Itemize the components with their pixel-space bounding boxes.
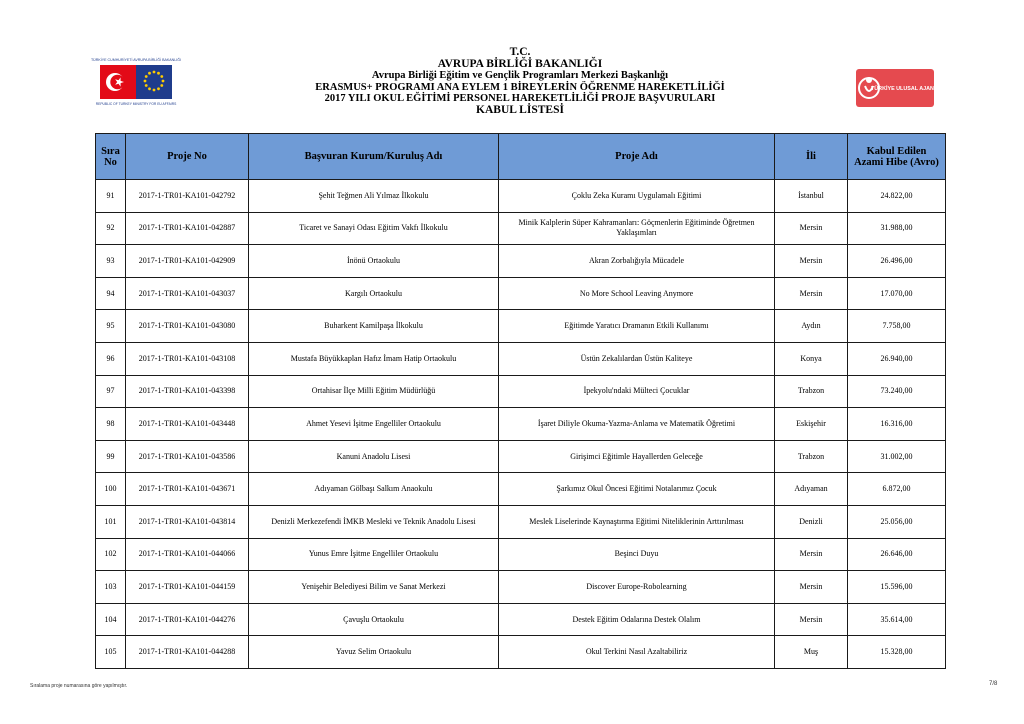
cell-il: Mersin xyxy=(775,212,848,245)
cell-proje-no: 2017-1-TR01-KA101-043037 xyxy=(126,277,249,310)
cell-proje-adi: Akran Zorbalığıyla Mücadele xyxy=(499,245,775,278)
cell-proje-adi: Üstün Zekalılardan Üstün Kaliteye xyxy=(499,342,775,375)
cell-proje-no: 2017-1-TR01-KA101-043586 xyxy=(126,440,249,473)
cell-proje-no: 2017-1-TR01-KA101-043108 xyxy=(126,342,249,375)
cell-kurum: Çavuşlu Ortaokulu xyxy=(249,603,499,636)
cell-sira: 92 xyxy=(96,212,126,245)
cell-sira: 103 xyxy=(96,571,126,604)
cell-sira: 98 xyxy=(96,408,126,441)
document-heading xyxy=(240,47,800,117)
cell-kurum: Yenişehir Belediyesi Bilim ve Sanat Merkezi xyxy=(249,571,499,604)
cell-hibe: 31.002,00 xyxy=(848,440,946,473)
cell-proje-no: 2017-1-TR01-KA101-043448 xyxy=(126,408,249,441)
cell-hibe: 35.614,00 xyxy=(848,603,946,636)
cell-il: Adıyaman xyxy=(775,473,848,506)
cell-hibe: 7.758,00 xyxy=(848,310,946,343)
header-hibe: Kabul Edilen Azami Hibe (Avro) xyxy=(848,134,946,180)
cell-sira: 105 xyxy=(96,636,126,669)
table-row xyxy=(96,538,946,571)
cell-kurum: Adıyaman Gölbaşı Salkım Anaokulu xyxy=(249,473,499,506)
table-row xyxy=(96,212,946,245)
cell-sira: 93 xyxy=(96,245,126,278)
footer-note: Sıralama proje numarasına göre yapılmıştır. xyxy=(30,683,128,689)
cell-sira: 99 xyxy=(96,440,126,473)
logo-top-text: TÜRKİYE CUMHURİYETİ AVRUPA BİRLİĞİ BAKANLIĞI xyxy=(90,58,182,62)
cell-kurum: Yavuz Selim Ortaokulu xyxy=(249,636,499,669)
cell-proje-adi: Meslek Liselerinde Kaynaştırma Eğitimi Niteliklerinin Arttırılması xyxy=(499,505,775,538)
cell-kurum: Kargılı Ortaokulu xyxy=(249,277,499,310)
cell-hibe: 26.646,00 xyxy=(848,538,946,571)
table-header-row xyxy=(96,134,946,180)
table-row xyxy=(96,408,946,441)
table-row xyxy=(96,505,946,538)
cell-hibe: 25.056,00 xyxy=(848,505,946,538)
cell-sira: 91 xyxy=(96,180,126,213)
table-row xyxy=(96,603,946,636)
header-kurum: Başvuran Kurum/Kuruluş Adı xyxy=(249,134,499,180)
cell-proje-adi: No More School Leaving Anymore xyxy=(499,277,775,310)
heading-line-1: T.C. xyxy=(509,46,531,58)
cell-hibe: 15.328,00 xyxy=(848,636,946,669)
cell-proje-no: 2017-1-TR01-KA101-044276 xyxy=(126,603,249,636)
cell-il: Mersin xyxy=(775,277,848,310)
cell-hibe: 31.988,00 xyxy=(848,212,946,245)
cell-proje-no: 2017-1-TR01-KA101-043671 xyxy=(126,473,249,506)
cell-proje-no: 2017-1-TR01-KA101-044066 xyxy=(126,538,249,571)
ministry-logo xyxy=(90,57,182,109)
cell-kurum: Yunus Emre İşitme Engelliler Ortaokulu xyxy=(249,538,499,571)
heading-line-2: AVRUPA BİRLİĞİ BAKANLIĞI xyxy=(437,57,603,70)
cell-proje-no: 2017-1-TR01-KA101-042887 xyxy=(126,212,249,245)
cell-sira: 95 xyxy=(96,310,126,343)
cell-il: Mersin xyxy=(775,603,848,636)
header-sira: Sıra No xyxy=(96,134,126,180)
header-il: İli xyxy=(775,134,848,180)
agency-logo-text: TÜRKİYE ULUSAL AJANSI xyxy=(871,86,939,92)
cell-proje-no: 2017-1-TR01-KA101-043398 xyxy=(126,375,249,408)
cell-kurum: İnönü Ortaokulu xyxy=(249,245,499,278)
cell-proje-adi: Girişimci Eğitimle Hayallerden Geleceğe xyxy=(499,440,775,473)
table-row xyxy=(96,342,946,375)
cell-proje-adi: İpekyolu'ndaki Mülteci Çocuklar xyxy=(499,375,775,408)
table-row xyxy=(96,180,946,213)
cell-proje-no: 2017-1-TR01-KA101-042792 xyxy=(126,180,249,213)
cell-hibe: 16.316,00 xyxy=(848,408,946,441)
table-row xyxy=(96,440,946,473)
logo-bottom-text: REPUBLIC OF TURKEY MINISTRY FOR EU AFFAIRS xyxy=(95,102,177,106)
cell-hibe: 24.822,00 xyxy=(848,180,946,213)
table-row xyxy=(96,473,946,506)
header-proje-no: Proje No xyxy=(126,134,249,180)
table-row xyxy=(96,636,946,669)
cell-il: Eskişehir xyxy=(775,408,848,441)
cell-il: Konya xyxy=(775,342,848,375)
cell-hibe: 17.070,00 xyxy=(848,277,946,310)
cell-il: Mersin xyxy=(775,245,848,278)
cell-proje-adi: Okul Terkini Nasıl Azaltabiliriz xyxy=(499,636,775,669)
heading-line-4: ERASMUS+ PROGRAMI ANA EYLEM 1 BİREYLERİN ÖĞRENME HAREKETLİLİĞİ xyxy=(315,81,725,93)
table-row xyxy=(96,245,946,278)
cell-proje-no: 2017-1-TR01-KA101-043814 xyxy=(126,505,249,538)
table-row xyxy=(96,310,946,343)
cell-sira: 102 xyxy=(96,538,126,571)
cell-hibe: 26.940,00 xyxy=(848,342,946,375)
cell-hibe: 26.496,00 xyxy=(848,245,946,278)
cell-kurum: Kanuni Anadolu Lisesi xyxy=(249,440,499,473)
cell-proje-adi: Beşinci Duyu xyxy=(499,538,775,571)
page-number: 7/8 xyxy=(989,681,998,687)
table-row xyxy=(96,375,946,408)
cell-sira: 96 xyxy=(96,342,126,375)
eu-flag xyxy=(136,65,172,99)
cell-il: Trabzon xyxy=(775,440,848,473)
cell-kurum: Denizli Merkezefendi İMKB Mesleki ve Teknik Anadolu Lisesi xyxy=(249,505,499,538)
cell-sira: 97 xyxy=(96,375,126,408)
cell-proje-adi: Çoklu Zeka Kuramı Uygulamalı Eğitimi xyxy=(499,180,775,213)
table-row xyxy=(96,571,946,604)
table-row xyxy=(96,277,946,310)
heading-line-6: KABUL LİSTESİ xyxy=(476,103,564,116)
cell-hibe: 15.596,00 xyxy=(848,571,946,604)
cell-proje-adi: Discover Europe-Robolearning xyxy=(499,571,775,604)
cell-sira: 100 xyxy=(96,473,126,506)
cell-sira: 94 xyxy=(96,277,126,310)
cell-proje-no: 2017-1-TR01-KA101-043080 xyxy=(126,310,249,343)
cell-kurum: Ortahisar İlçe Milli Eğitim Müdürlüğü xyxy=(249,375,499,408)
cell-il: Mersin xyxy=(775,538,848,571)
heading-line-3: Avrupa Birliği Eğitim ve Gençlik Programları Merkezi Başkanlığı xyxy=(371,70,669,82)
cell-proje-no: 2017-1-TR01-KA101-044288 xyxy=(126,636,249,669)
cell-il: Mersin xyxy=(775,571,848,604)
header-proje-adi: Proje Adı xyxy=(499,134,775,180)
acceptance-table xyxy=(95,133,946,669)
heading-line-5: 2017 YILI OKUL EĞİTİMİ PERSONEL HAREKETLİLİĞİ PROJE BAŞVURULARI xyxy=(324,93,716,105)
cell-sira: 101 xyxy=(96,505,126,538)
cell-hibe: 73.240,00 xyxy=(848,375,946,408)
cell-il: İstanbul xyxy=(775,180,848,213)
cell-il: Muş xyxy=(775,636,848,669)
national-agency-logo xyxy=(856,68,939,108)
cell-il: Trabzon xyxy=(775,375,848,408)
cell-kurum: Ticaret ve Sanayi Odası Eğitim Vakfı İlkokulu xyxy=(249,212,499,245)
cell-proje-adi: Şarkımız Okul Öncesi Eğitimi Notalarımız Çocuk xyxy=(499,473,775,506)
cell-proje-adi: Destek Eğitim Odalarına Destek Olalım xyxy=(499,603,775,636)
cell-proje-no: 2017-1-TR01-KA101-044159 xyxy=(126,571,249,604)
cell-proje-adi: Eğitimde Yaratıcı Dramanın Etkili Kullanımı xyxy=(499,310,775,343)
cell-hibe: 6.872,00 xyxy=(848,473,946,506)
cell-il: Denizli xyxy=(775,505,848,538)
cell-il: Aydın xyxy=(775,310,848,343)
cell-kurum: Buharkent Kamilpaşa İlkokulu xyxy=(249,310,499,343)
cell-proje-adi: İşaret Diliyle Okuma-Yazma-Anlama ve Matematik Öğretimi xyxy=(499,408,775,441)
cell-proje-no: 2017-1-TR01-KA101-042909 xyxy=(126,245,249,278)
cell-kurum: Mustafa Büyükkaplan Hafız İmam Hatip Ortaokulu xyxy=(249,342,499,375)
cell-proje-adi: Minik Kalplerin Süper Kahramanları: Göçmenlerin Eğitiminde Öğretmen Yaklaşımları xyxy=(499,212,775,245)
cell-sira: 104 xyxy=(96,603,126,636)
cell-kurum: Ahmet Yesevi İşitme Engelliler Ortaokulu xyxy=(249,408,499,441)
cell-kurum: Şehit Teğmen Ali Yılmaz İlkokulu xyxy=(249,180,499,213)
